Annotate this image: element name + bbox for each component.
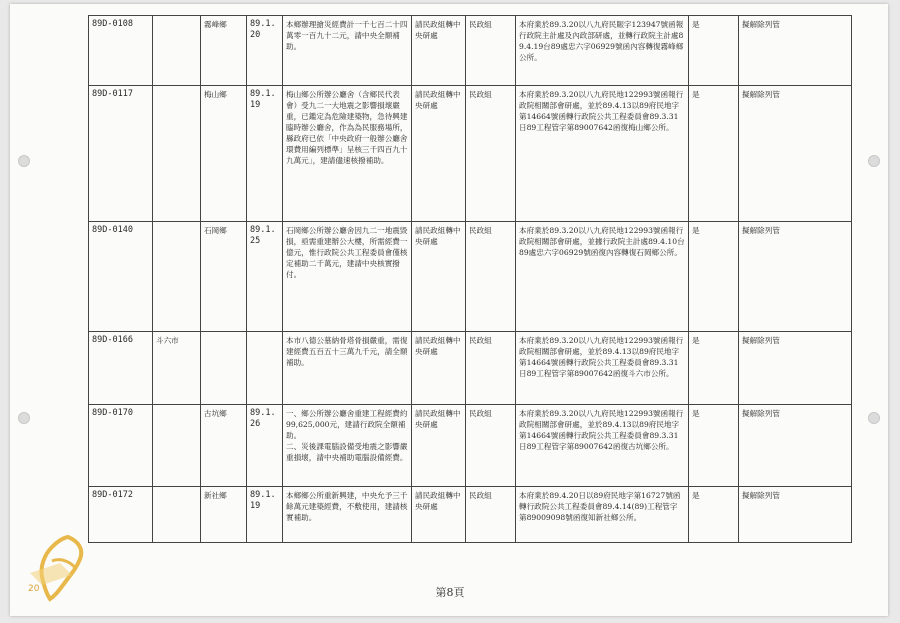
handling-instruction: 請民政組轉中央研處 [412,86,466,222]
town-cell: 梅山鄉 [201,86,247,222]
region-cell: 斗六市 [153,332,201,405]
responsible-group: 民政組 [466,405,516,487]
result-note: 擬解除列管 [739,86,852,222]
request-description: 本鄉辦理搶災經費計一千七百二十四萬零一百九十二元，請中央全額補助。 [283,16,412,86]
result-note: 擬解除列管 [739,487,852,543]
date-cell [247,332,283,405]
handling-instruction: 請民政組轉中央研處 [412,222,466,332]
handling-instruction: 請民政組轉中央研處 [412,332,466,405]
region-cell [153,405,201,487]
close-flag: 是 [689,405,739,487]
result-note: 擬解除列管 [739,332,852,405]
case-code: 89D-0166 [89,332,153,405]
town-cell: 新社鄉 [201,487,247,543]
request-description: 本市八德公墓納骨塔骨損嚴重，需復建經費五百五十三萬九千元，請全額補助。 [283,332,412,405]
close-flag: 是 [689,222,739,332]
case-code: 89D-0170 [89,405,153,487]
close-flag: 是 [689,86,739,222]
responsible-group: 民政組 [466,86,516,222]
reply-content: 本府業於89.3.20以八九府民地122993號函報行政院相關部會研處，並於89.4.13以89府民地字第14664號函轉行政院公共工程委員會89.3.31日89工程管字第89007642函復梅山鄉公所。 [516,86,689,222]
reply-content: 本府業於89.3.20以八九府民地122993號函報行政院相關部會研處，並於89.4.13以89府民地字第14664號函轉行政院公共工程委員會89.3.31日89工程管字第89007642函復古坑鄉公所。 [516,405,689,487]
date-cell: 89.1.19 [247,86,283,222]
reply-content: 本府業於89.3.20以八九府民地122993號函報行政院相關部會研處，並據行政院主計處89.4.10台89處忠六字06929號函復內容轉復石岡鄉公所。 [516,222,689,332]
responsible-group: 民政組 [466,332,516,405]
date-cell: 89.1.26 [247,405,283,487]
case-code: 89D-0108 [89,16,153,86]
table-row [89,332,852,405]
page-number: 第8頁 [435,586,465,599]
date-cell: 89.1.19 [247,487,283,543]
result-note: 擬解除列管 [739,405,852,487]
region-cell [153,16,201,86]
case-code: 89D-0172 [89,487,153,543]
handling-instruction: 請民政組轉中央研處 [412,487,466,543]
region-cell [153,86,201,222]
request-description: 本鄉鄉公所重新興建，中央允予三千餘萬元建築經費，不敷使用，建請核實補助。 [283,487,412,543]
case-code: 89D-0117 [89,86,153,222]
case-table [88,15,852,543]
request-description: 梅山鄉公所辦公廳舍（含鄉民代表會）受九二一大地震之影響損壞嚴重，已鑑定為危險建築物，急待興建臨時辦公廳舍，作為為民服務場所，縣政府已依「中央政府一般辦公廳舍環費用編列標準」呈核三千四百九十九萬元」，建請儘速核撥補助。 [283,86,412,222]
reply-content: 本府業於89.3.20以八九府民地122993號函報行政院相關部會研處，並於89.4.13以89府民地字第14664號函轉行政院公共工程委員會89.3.31日89工程管字第89007642函復斗六市公所。 [516,332,689,405]
town-cell: 古坑鄉 [201,405,247,487]
region-cell [153,487,201,543]
result-note: 擬解除列管 [739,16,852,86]
table-row [89,16,852,86]
handling-instruction: 請民政組轉中央研處 [412,16,466,86]
table-row [89,405,852,487]
request-description: 石岡鄉公所辦公廳舍因九二一地震毀損，亟需重建辦公大樓，所需經費一億元，惟行政院公共工程委員會僅核定補助二千萬元，建請中央核實撥付。 [283,222,412,332]
binder-hole-right-top [868,155,880,167]
table-row [89,487,852,543]
case-code: 89D-0140 [89,222,153,332]
responsible-group: 民政組 [466,16,516,86]
close-flag: 是 [689,16,739,86]
binder-hole-left-top [18,155,30,167]
date-cell: 89.1.25 [247,222,283,332]
binder-hole-left-bottom [18,412,30,424]
table-row [89,86,852,222]
reply-content: 本府業於89.3.20以八九府民賑字123947號函報行政院主計處及內政部研處，並轉行政院主計處89.4.19台89處忠六字06929號函內容轉復霧峰鄉公所。 [516,16,689,86]
town-cell [201,332,247,405]
result-note: 擬解除列管 [739,222,852,332]
close-flag: 是 [689,487,739,543]
svg-text:20: 20 [28,584,40,594]
binder-hole-right-bottom [868,412,880,424]
table-row [89,222,852,332]
town-cell: 霧峰鄉 [201,16,247,86]
close-flag: 是 [689,332,739,405]
request-description: 一、鄉公所辦公廳舍重建工程經費約99,625,000元，建請行政院全額補助。 二、災後課電腦設備受地震之影響嚴重損壞，請中央補助電腦設備經費。 [283,405,412,487]
town-cell: 石岡鄉 [201,222,247,332]
reply-content: 本府業於89.4.20日以89府民地字第16727號函轉行政院公共工程委員會89.4.14(89)工程管字第89009098號函復知新社鄉公所。 [516,487,689,543]
handling-instruction: 請民政組轉中央研處 [412,405,466,487]
responsible-group: 民政組 [466,222,516,332]
region-cell [153,222,201,332]
responsible-group: 民政組 [466,487,516,543]
date-cell: 89.1.20 [247,16,283,86]
